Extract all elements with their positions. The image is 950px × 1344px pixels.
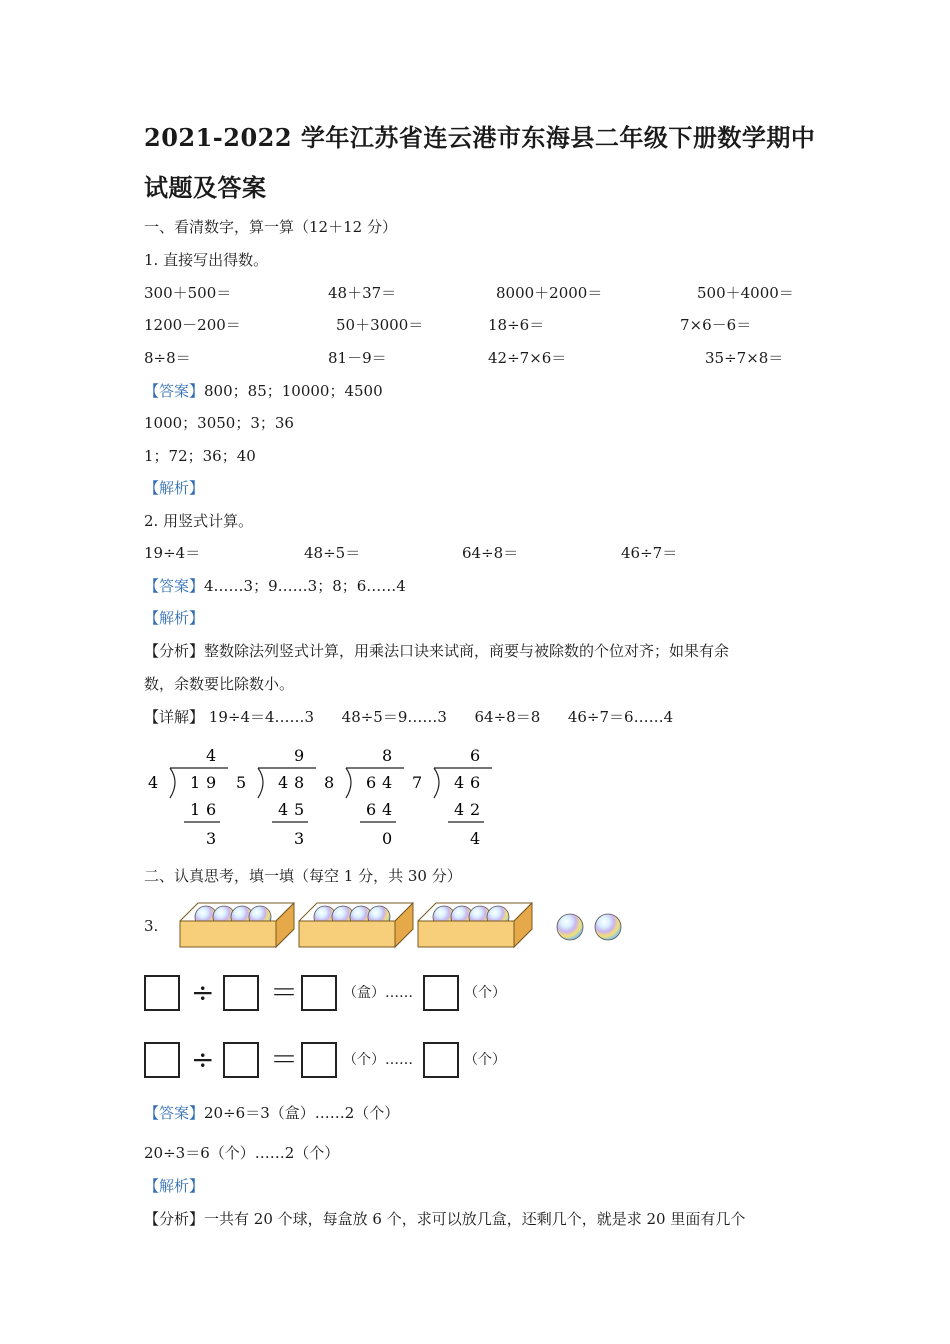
ld-product-ones: 5 [294, 800, 305, 819]
ld-remainder: 3 [294, 829, 305, 848]
detail-tag: 【详解】 [144, 708, 205, 726]
ld-product-ones: 2 [470, 800, 481, 819]
fenxi-text: 整数除法列竖式计算，用乘法口诀来试商，商要与被除数的个位对齐；如果有余 [204, 642, 730, 660]
q2-fenxi-line1 [144, 640, 729, 661]
ld-quotient: 8 [382, 746, 393, 765]
ball-box-2 [299, 903, 413, 947]
q2-item: 48÷5＝ [304, 544, 361, 562]
q1-cell: 8÷8＝ [144, 349, 191, 367]
q1-cell: 48＋37＝ [328, 284, 397, 302]
ld-remainder: 0 [382, 829, 393, 848]
q1-answer [144, 380, 383, 401]
q3-eq2-unit1: （个）…… [343, 1052, 413, 1068]
q1-cell: 35÷7×8＝ [705, 349, 784, 367]
ld-dividend-ones: 6 [470, 773, 481, 792]
q3-eq2-unit2: （个） [464, 1052, 506, 1068]
ld-dividend-ones: 4 [382, 773, 393, 792]
q2-label: 2. 用竖式计算。 [144, 512, 254, 530]
answer-tag: 【答案】 [144, 1104, 205, 1122]
fenxi-tag: 【分析】 [144, 1210, 205, 1228]
loose-ball-1 [557, 914, 583, 940]
q3-eq1-unit2: （个） [464, 985, 506, 1001]
q2-answer-text: 4……3；9……3；8；6……4 [204, 577, 406, 595]
q3-eq1-box-quotient[interactable] [301, 975, 337, 1011]
long-division-2 [324, 746, 404, 848]
ld-dividend-tens: 4 [454, 773, 465, 792]
q2-item: 64÷8＝ [462, 544, 519, 562]
detail-item: 19÷4＝4……3 [208, 708, 315, 726]
ld-product-ones: 4 [382, 800, 393, 819]
answer-tag: 【答案】 [144, 577, 205, 595]
q1-cell: 500＋4000＝ [697, 284, 794, 302]
detail-item: 48÷5＝9……3 [341, 708, 447, 726]
doc-title-line2: 试题及答案 [144, 173, 267, 202]
q1-cell: 50＋3000＝ [336, 316, 424, 334]
q2-item: 46÷7＝ [621, 544, 678, 562]
ld-product-tens: 4 [454, 800, 465, 819]
ld-dividend-tens: 1 [190, 773, 201, 792]
q3-eq2-box-remainder[interactable] [423, 1042, 459, 1078]
ld-product-tens: 6 [366, 800, 377, 819]
q2-fenxi-line2: 数，余数要比除数小。 [144, 675, 295, 693]
q3-eq2-box-quotient[interactable] [301, 1042, 337, 1078]
ld-divisor: 8 [324, 773, 335, 792]
ld-quotient: 6 [470, 746, 481, 765]
q1-cell: 81－9＝ [328, 349, 387, 367]
q3-eq1-box-dividend[interactable] [144, 975, 180, 1011]
long-division-0 [148, 746, 228, 848]
ld-dividend-ones: 9 [206, 773, 217, 792]
q3-analysis-tag: 【解析】 [144, 1177, 205, 1195]
q2-answer [144, 575, 406, 596]
ld-remainder: 3 [206, 829, 217, 848]
q3-fenxi [144, 1208, 745, 1229]
q3-eq2-box-divisor[interactable] [223, 1042, 259, 1078]
section1-heading: 一、看清数字，算一算（12＋12 分） [144, 218, 397, 236]
q1-cell: 1200－200＝ [144, 316, 241, 334]
answer-tag: 【答案】 [144, 382, 205, 400]
ld-dividend-ones: 8 [294, 773, 305, 792]
section2-heading: 二、认真思考，填一填（每空 1 分，共 30 分） [144, 867, 462, 885]
ld-divisor: 7 [412, 773, 423, 792]
q1-label: 1. 直接写出得数。 [144, 251, 269, 269]
ld-product-tens: 1 [190, 800, 201, 819]
ld-product-tens: 4 [278, 800, 289, 819]
detail-item: 64÷8＝8 [474, 708, 541, 726]
q1-analysis-tag: 【解析】 [144, 479, 205, 497]
q1-cell: 300＋500＝ [144, 284, 232, 302]
ld-divisor: 5 [236, 773, 247, 792]
ld-quotient: 9 [294, 746, 305, 765]
ball-box-3 [418, 903, 532, 947]
q1-answer-line1: 800；85；10000；4500 [204, 382, 383, 400]
ld-dividend-tens: 6 [366, 773, 377, 792]
ld-remainder: 4 [470, 829, 481, 848]
q3-eq1-div-sign: ÷ [191, 976, 215, 1009]
q2-detail [144, 706, 673, 727]
q3-answer-line1: 20÷6＝3（盒）……2（个） [204, 1104, 400, 1122]
q3-answer-line2: 20÷3＝6（个）……2（个） [144, 1144, 340, 1162]
loose-ball-2 [595, 914, 621, 940]
q3-label: 3. [144, 917, 159, 935]
q1-answer-line2: 1000；3050；3；36 [144, 414, 294, 432]
q3-eq1-box-remainder[interactable] [423, 975, 459, 1011]
q3-eq1-box-divisor[interactable] [223, 975, 259, 1011]
ld-quotient: 4 [206, 746, 217, 765]
q1-cell: 42÷7×6＝ [488, 349, 567, 367]
ld-divisor: 4 [148, 773, 159, 792]
long-division-3 [412, 746, 492, 848]
q2-item: 19÷4＝ [144, 544, 201, 562]
q3-eq2-equals-sign: ＝ [270, 1043, 299, 1076]
q3-eq2-box-dividend[interactable] [144, 1042, 180, 1078]
fenxi-tag: 【分析】 [144, 642, 205, 660]
ball-box-1 [180, 903, 294, 947]
ball-boxes-illustration [176, 893, 636, 953]
detail-item: 46÷7＝6……4 [567, 708, 674, 726]
ld-dividend-tens: 4 [278, 773, 289, 792]
q1-answer-line3: 1；72；36；40 [144, 447, 256, 465]
q1-cell: 7×6－6＝ [680, 316, 752, 334]
ld-product-ones: 6 [206, 800, 217, 819]
fenxi-text: 一共有 20 个球，每盒放 6 个，求可以放几盒，还剩几个，就是求 20 里面有几个 [204, 1210, 746, 1228]
long-division-1 [236, 746, 316, 848]
doc-title-line1: 2021-2022 学年江苏省连云港市东海县二年级下册数学期中 [144, 123, 816, 152]
q3-eq1-unit1: （盒）…… [343, 985, 413, 1001]
q3-eq1-equals-sign: ＝ [270, 976, 299, 1009]
q1-cell: 8000＋2000＝ [496, 284, 603, 302]
q2-analysis-tag: 【解析】 [144, 609, 205, 627]
q3-answer [144, 1102, 399, 1123]
long-division-diagram [140, 740, 510, 855]
q1-cell: 18÷6＝ [488, 316, 545, 334]
q3-eq2-div-sign: ÷ [191, 1043, 215, 1076]
